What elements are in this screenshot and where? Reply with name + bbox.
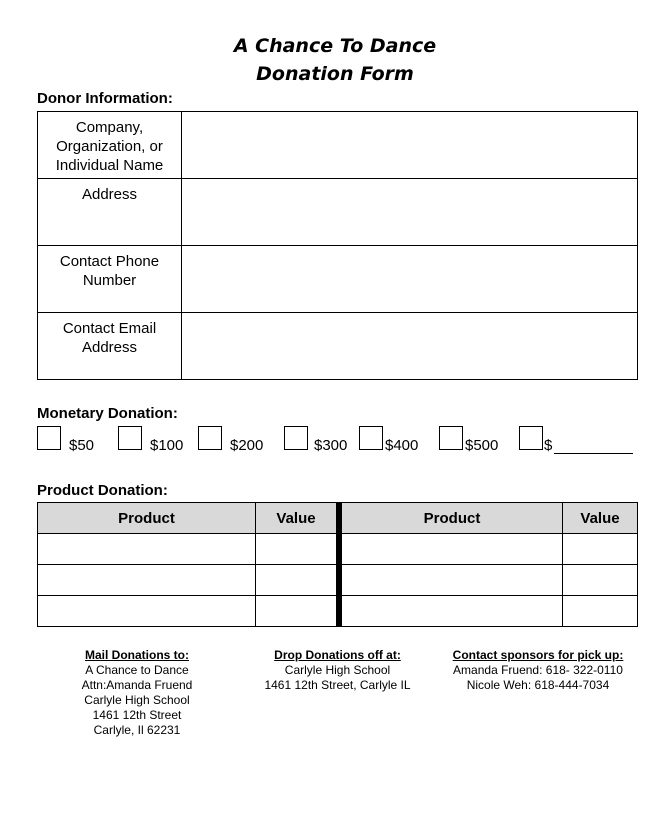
col-header-product: Product [339,503,563,534]
product-cell[interactable] [339,565,563,596]
checkbox[interactable] [519,426,543,450]
contact-line: Amanda Fruend: 618- 322-0110 [453,663,623,677]
donor-phone-field[interactable] [182,246,638,313]
product-cell[interactable] [339,534,563,565]
custom-amount-line[interactable] [554,453,633,454]
product-cell[interactable] [38,534,256,565]
product-cell[interactable] [38,565,256,596]
donor-label-phone: Contact Phone Number [38,246,182,313]
product-cell[interactable] [339,596,563,627]
mail-line: Carlyle, Il 62231 [93,723,181,737]
table-row [38,596,638,627]
checkbox[interactable] [198,426,222,450]
donor-label-email: Contact Email Address [38,313,182,380]
mail-heading: Mail Donations to: [85,648,189,662]
checkbox[interactable] [359,426,383,450]
monetary-heading: Monetary Donation: [37,405,178,422]
product-heading: Product Donation: [37,482,168,499]
product-header-row [38,503,638,534]
contact-line: Nicole Weh: 618-444-7034 [466,678,610,692]
donor-email-field[interactable] [182,313,638,380]
donor-label-name: Company, Organization, or Individual Name [38,112,182,179]
table-row [38,565,638,596]
checkbox[interactable] [118,426,142,450]
donor-label-address: Address [38,179,182,246]
donor-row-name [38,112,638,179]
contact-heading: Contact sponsors for pick up: [452,648,624,662]
mail-donations-block [57,648,217,738]
value-cell[interactable] [563,534,638,565]
form-subtitle: Donation Form [256,63,414,85]
drop-heading: Drop Donations off at: [274,648,401,662]
value-cell[interactable] [563,565,638,596]
col-header-value: Value [256,503,340,534]
value-cell[interactable] [256,534,340,565]
product-table [37,502,638,627]
checkbox[interactable] [37,426,61,450]
table-row [38,534,638,565]
checkbox[interactable] [439,426,463,450]
value-cell[interactable] [256,596,340,627]
mail-line: Carlyle High School [84,693,190,707]
donor-row-email [38,313,638,380]
monetary-options: $50 $100 $200 $300 $400 $500 $ [37,426,637,456]
contact-sponsors-block [440,648,636,693]
value-cell[interactable] [563,596,638,627]
donor-address-field[interactable] [182,179,638,246]
donor-row-address [38,179,638,246]
drop-line: Carlyle High School [284,663,391,677]
form-title: A Chance To Dance [233,35,437,57]
checkbox[interactable] [284,426,308,450]
donor-table [37,111,638,380]
drop-line: 1461 12th Street, Carlyle IL [264,678,411,692]
donor-heading: Donor Information: [37,90,173,107]
product-cell[interactable] [38,596,256,627]
mail-line: Attn:Amanda Fruend [81,678,193,692]
col-header-value: Value [563,503,638,534]
col-header-product: Product [38,503,256,534]
donor-row-phone [38,246,638,313]
value-cell[interactable] [256,565,340,596]
drop-donations-block [250,648,425,693]
mail-line: 1461 12th Street [92,708,182,722]
mail-line: A Chance to Dance [85,663,189,677]
donor-name-field[interactable] [182,112,638,179]
